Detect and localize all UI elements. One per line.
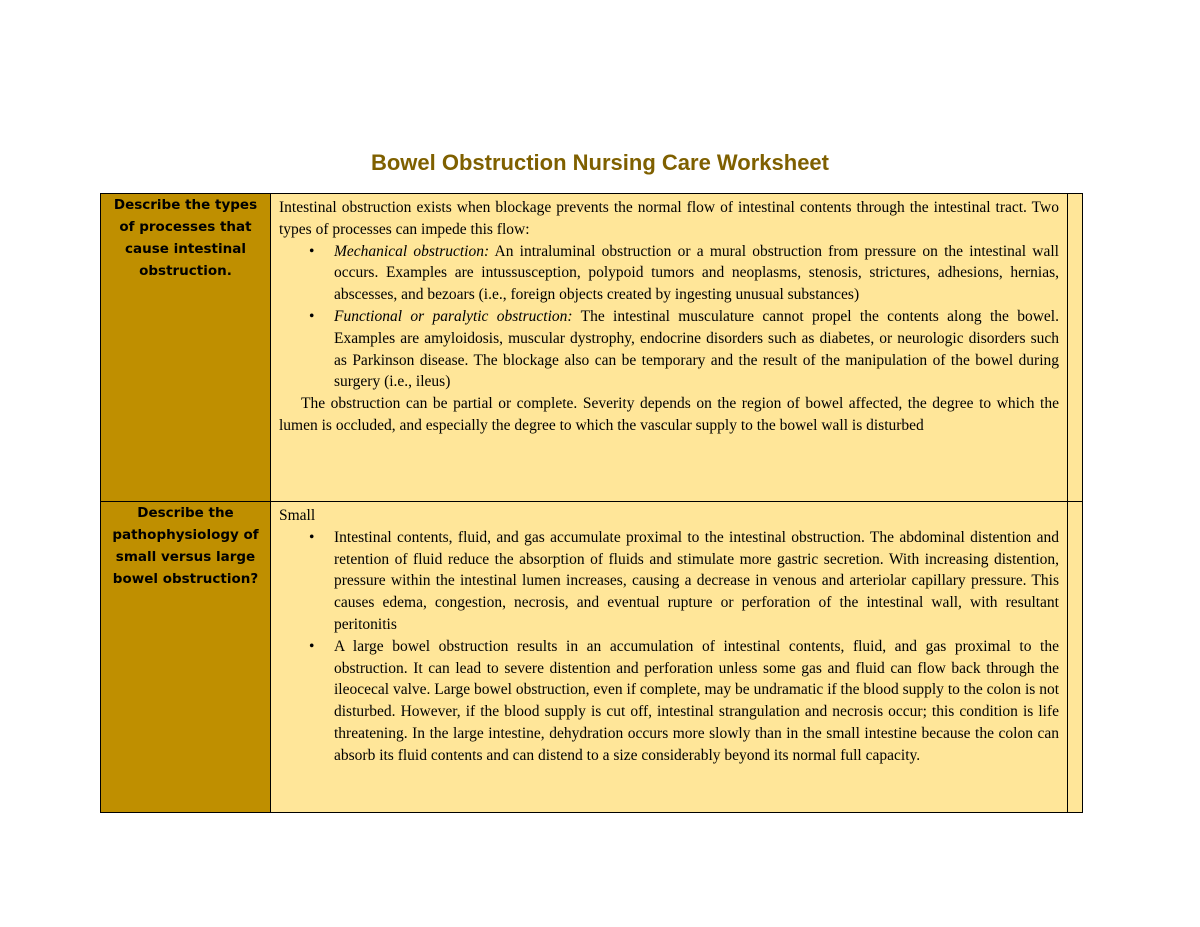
answer-cell — [271, 194, 1068, 502]
bullet-text: A large bowel obstruction results in an accumulation of intestinal contents, fluid, and gas proximal to the obstruction. It can lead to severe distention and perforation unless some gas and fluid can flow back through the ileocecal valve. Large bowel obstruction, even if complete, may be undramatic if the blood supply to the colon is not disturbed. However, if the blood supply is cut off, intestinal strangulation and necrosis occur; this condition is life threatening. In the large intestine, dehydration occurs more slowly than in the small intestine because the colon can absorb its fluid contents and can distend to a size considerably beyond its normal full capacity. — [334, 637, 1059, 764]
question-cell — [101, 194, 271, 502]
answer-intro: Small — [279, 507, 316, 524]
bullet-text: An intraluminal obstruction or a mural obstruction from pressure on the intestinal wall occurs. Examples are intussusception, polypoid tumors and neoplasms, stenosis, strictures, adhesions, hernias, abscesses, and bezoars (i.e., foreign objects created by ingesting unusual substances) — [334, 242, 1059, 304]
empty-cell — [1068, 502, 1083, 813]
list-item — [309, 306, 1059, 393]
answer-bullet-list — [279, 241, 1059, 394]
list-item — [309, 636, 1059, 767]
question-label: Describe the types of processes that cause intestinal obstruction. — [113, 197, 258, 279]
table-row — [101, 502, 1083, 813]
bullet-text: Intestinal contents, fluid, and gas accumulate proximal to the intestinal obstruction. The abdominal distention and retention of fluid reduce the absorption of fluids and stimulate more gastric secretion. With increasing distention, pressure within the intestinal lumen increases, causing a decrease in venous and arteriolar capillary pressure. This causes edema, congestion, necrosis, and eventual rupture or perforation of the intestinal wall, with resultant peritonitis — [334, 528, 1059, 633]
list-item — [309, 241, 1059, 306]
answer-cell — [271, 502, 1068, 813]
bullet-icon: • — [309, 528, 315, 546]
bullet-icon: • — [309, 242, 315, 260]
bullet-term: Mechanical obstruction: — [334, 242, 490, 260]
worksheet-table — [100, 193, 1083, 813]
answer-intro: Intestinal obstruction exists when blockage prevents the normal flow of intestinal contents through the intestinal tract. Two types of processes can impede this flow: — [279, 199, 1059, 238]
bullet-text: The intestinal musculature cannot propel the contents along the bowel. Examples are amyloidosis, muscular dystrophy, endocrine disorders such as diabetes, or neurologic disorders such as Parkinson disease. The blockage also can be temporary and the result of the manipulation of the bowel during surgery (i.e., ileus) — [334, 307, 1059, 391]
question-cell — [101, 502, 271, 813]
bullet-icon: • — [309, 637, 315, 655]
page-title: Bowel Obstruction Nursing Care Worksheet — [370, 150, 829, 175]
question-label: Describe the pathophysiology of small versus large bowel obstruction? — [112, 505, 259, 587]
list-item — [309, 527, 1059, 636]
answer-bullet-list — [279, 527, 1059, 767]
bullet-icon: • — [309, 307, 315, 325]
bullet-term: Functional or paralytic obstruction: — [334, 307, 573, 325]
empty-cell — [1068, 194, 1083, 502]
answer-closing: The obstruction can be partial or complete. Severity depends on the region of bowel affected, the degree to which the lumen is occluded, and especially the degree to which the vascular supply to the bowel wall is disturbed — [279, 395, 1059, 434]
table-row — [101, 194, 1083, 502]
